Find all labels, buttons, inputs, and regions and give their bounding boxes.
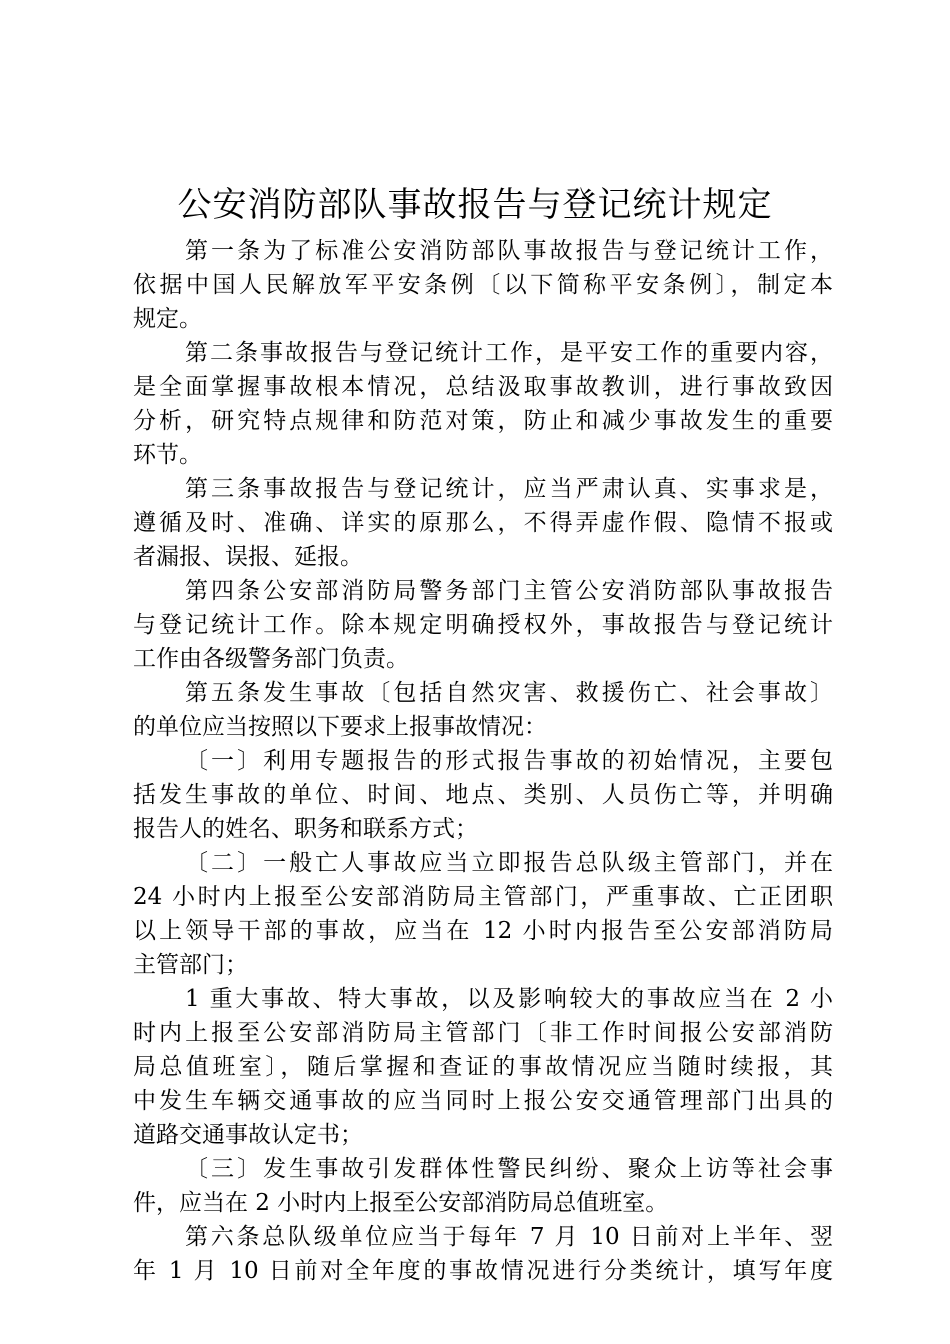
paragraph-line: 第四条公安部消防局警务部门主管公安消防部队事故报告 xyxy=(185,578,833,604)
paragraph-article-5 xyxy=(133,676,833,744)
paragraph-line: 的单位应当按照以下要求上报事故情况： xyxy=(133,714,547,740)
paragraph-line: 第五条发生事故〔包括自然灾害、救援伤亡、社会事故〕 xyxy=(185,680,833,706)
paragraph-line: 〔一〕利用专题报告的形式报告事故的初始情况，主要包 xyxy=(185,748,833,774)
paragraph-article-6 xyxy=(133,1220,833,1288)
paragraph-line: 第六条总队级单位应当于每年 7 月 10 日前对上半年、翌 xyxy=(185,1224,833,1250)
paragraph-line: 年 1 月 10 日前对全年度的事故情况进行分类统计，填写年度 xyxy=(133,1258,833,1284)
document-title: 公安消防部队事故报告与登记统计规定 xyxy=(177,185,773,225)
paragraph-line: 时内上报至公安部消防局主管部门〔非工作时间报公安部消防 xyxy=(133,1020,833,1046)
document-body xyxy=(133,234,833,1288)
paragraph-item-1 xyxy=(133,744,833,846)
paragraph-line: 分析，研究特点规律和防范对策，防止和减少事故发生的重要 xyxy=(133,408,833,434)
paragraph-line: 工作由各级警务部门负责。 xyxy=(133,646,409,672)
paragraph-line: 者漏报、误报、延报。 xyxy=(133,544,363,570)
paragraph-sub-item-1 xyxy=(133,982,833,1152)
paragraph-line: 环节。 xyxy=(133,442,202,468)
paragraph-line: 1 重大事故、特大事故，以及影响较大的事故应当在 2 小 xyxy=(185,986,833,1012)
paragraph-line: 24 小时内上报至公安部消防局主管部门，严重事故、亡正团职 xyxy=(133,884,833,910)
paragraph-line: 报告人的姓名、职务和联系方式； xyxy=(133,816,478,842)
paragraph-line: 与登记统计工作。除本规定明确授权外，事故报告与登记统计 xyxy=(133,612,833,638)
paragraph-line: 第一条为了标准公安消防部队事故报告与登记统计工作， xyxy=(185,238,833,264)
paragraph-article-2 xyxy=(133,336,833,472)
paragraph-line: 是全面掌握事故根本情况，总结汲取事故教训，进行事故致因 xyxy=(133,374,833,400)
paragraph-line: 以上领导干部的事故，应当在 12 小时内报告至公安部消防局 xyxy=(133,918,833,944)
paragraph-line: 〔三〕发生事故引发群体性警民纠纷、聚众上访等社会事 xyxy=(185,1156,833,1182)
paragraph-line: 遵循及时、准确、详实的原那么，不得弄虚作假、隐情不报或 xyxy=(133,510,833,536)
paragraph-line: 括发生事故的单位、时间、地点、类别、人员伤亡等，并明确 xyxy=(133,782,833,808)
paragraph-line: 件，应当在 2 小时内上报至公安部消防局总值班室。 xyxy=(133,1190,669,1216)
paragraph-line: 中发生车辆交通事故的应当同时上报公安交通管理部门出具的 xyxy=(133,1088,833,1114)
paragraph-line: 道路交通事故认定书； xyxy=(133,1122,363,1148)
paragraph-line: 主管部门； xyxy=(133,952,248,978)
paragraph-line: 局总值班室〕，随后掌握和查证的事故情况应当随时续报，其 xyxy=(133,1054,833,1080)
paragraph-item-2 xyxy=(133,846,833,982)
paragraph-line: 第三条事故报告与登记统计，应当严肃认真、实事求是， xyxy=(185,476,833,502)
paragraph-article-3 xyxy=(133,472,833,574)
paragraph-article-4 xyxy=(133,574,833,676)
paragraph-item-3 xyxy=(133,1152,833,1220)
paragraph-article-1 xyxy=(133,234,833,336)
paragraph-line: 〔二〕一般亡人事故应当立即报告总队级主管部门，并在 xyxy=(185,850,833,876)
paragraph-line: 依据中国人民解放军平安条例〔以下简称平安条例〕，制定本 xyxy=(133,272,833,298)
paragraph-line: 规定。 xyxy=(133,306,202,332)
paragraph-line: 第二条事故报告与登记统计工作，是平安工作的重要内容， xyxy=(185,340,833,366)
